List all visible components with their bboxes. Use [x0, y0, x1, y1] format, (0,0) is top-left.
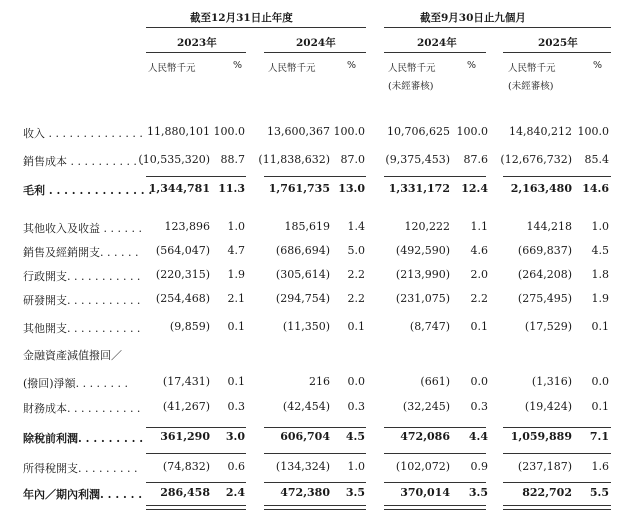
amount-cell: (9,375,453) [385, 153, 450, 166]
percent-cell: 0.0 [347, 375, 365, 388]
percent-cell: 85.4 [584, 153, 609, 166]
amount-cell: (305,614) [275, 268, 330, 281]
amount-cell: (492,590) [395, 244, 450, 257]
percent-cell: 3.0 [225, 430, 245, 443]
amount-cell: (9,859) [169, 320, 210, 333]
amount-cell: (213,990) [395, 268, 450, 281]
percent-cell: 1.6 [591, 460, 609, 473]
amount-cell: (661) [420, 375, 450, 388]
amount-cell: (669,837) [517, 244, 572, 257]
percent-cell: 12.4 [461, 182, 488, 195]
amount-cell: (254,468) [155, 292, 210, 305]
amount-cell: (17,431) [162, 375, 210, 388]
percent-cell: 1.0 [591, 220, 609, 233]
amount-cell: (275,495) [517, 292, 572, 305]
amount-cell: (237,187) [517, 460, 572, 473]
percent-cell: 4.7 [227, 244, 245, 257]
amount-cell: 10,706,625 [387, 125, 450, 138]
percent-cell: 0.1 [591, 320, 609, 333]
percent-cell: 14.6 [582, 182, 609, 195]
unaudited-note-2: (未經審核) [508, 81, 554, 92]
amount-cell: (10,535,320) [138, 153, 210, 166]
percent-cell: 100.0 [577, 125, 609, 138]
amount-cell: (42,454) [282, 400, 330, 413]
percent-cell: 4.4 [468, 430, 488, 443]
percent-cell: 87.6 [463, 153, 488, 166]
percent-cell: 1.0 [347, 460, 365, 473]
percent-unit-3: % [467, 60, 477, 71]
row-label: 除稅前利潤. . . . . . . . . [23, 432, 144, 445]
percent-cell: 87.0 [340, 153, 365, 166]
amount-cell: 1,761,735 [268, 182, 330, 195]
percent-cell: 1.1 [470, 220, 488, 233]
period-header-full-year: 截至12月31日止年度 [190, 12, 293, 24]
amount-cell: (11,350) [282, 320, 330, 333]
period-header-nine-months: 截至9月30日止九個月 [420, 12, 526, 24]
amount-cell: (19,424) [524, 400, 572, 413]
unaudited-note-1: (未經審核) [388, 81, 434, 92]
row-label: 收入 . . . . . . . . . . . . . . [23, 127, 143, 140]
percent-cell: 2.2 [347, 292, 365, 305]
amount-cell: (686,694) [275, 244, 330, 257]
amount-cell: (294,754) [275, 292, 330, 305]
percent-cell: 7.1 [589, 430, 609, 443]
percent-cell: 4.5 [591, 244, 609, 257]
amount-cell: 361,290 [160, 430, 210, 443]
percent-cell: 2.4 [225, 486, 245, 499]
amount-cell: 216 [309, 375, 330, 388]
amount-cell: 1,331,172 [388, 182, 450, 195]
row-label: 金融資產減值撥回／ [23, 349, 122, 362]
row-label: 其他收入及收益 . . . . . . [23, 222, 142, 235]
percent-cell: 0.3 [347, 400, 365, 413]
percent-cell: 100.0 [456, 125, 488, 138]
row-label: 年內／期內利潤. . . . . . [23, 488, 143, 501]
percent-cell: 0.3 [227, 400, 245, 413]
year-header-1: 2023年 [177, 37, 217, 49]
percent-cell: 0.1 [227, 375, 245, 388]
row-label: (撥回)淨額. . . . . . . . [23, 377, 129, 390]
percent-unit-4: % [593, 60, 603, 71]
amount-cell: (564,047) [155, 244, 210, 257]
percent-cell: 4.6 [470, 244, 488, 257]
percent-cell: 2.2 [347, 268, 365, 281]
amount-cell: 185,619 [284, 220, 330, 233]
amount-cell: (102,072) [395, 460, 450, 473]
amount-cell: 2,163,480 [510, 182, 572, 195]
percent-cell: 5.0 [347, 244, 365, 257]
amount-cell: (41,267) [162, 400, 210, 413]
percent-cell: 0.9 [470, 460, 488, 473]
percent-cell: 0.1 [470, 320, 488, 333]
percent-cell: 5.5 [589, 486, 609, 499]
amount-cell: (8,747) [409, 320, 450, 333]
amount-cell: 822,702 [522, 486, 572, 499]
percent-unit-1: % [233, 60, 243, 71]
percent-cell: 4.5 [345, 430, 365, 443]
amount-cell: (32,245) [402, 400, 450, 413]
row-label: 銷售及經銷開支. . . . . . [23, 246, 139, 259]
amount-cell: 370,014 [400, 486, 450, 499]
currency-unit-2: 人民幣千元 [268, 63, 316, 74]
percent-cell: 1.0 [227, 220, 245, 233]
amount-cell: 13,600,367 [267, 125, 330, 138]
year-header-3: 2024年 [417, 37, 457, 49]
currency-unit-3: 人民幣千元 [388, 63, 436, 74]
percent-cell: 3.5 [468, 486, 488, 499]
amount-cell: 286,458 [160, 486, 210, 499]
amount-cell: 144,218 [526, 220, 572, 233]
percent-cell: 1.8 [591, 268, 609, 281]
amount-cell: (74,832) [162, 460, 210, 473]
percent-cell: 1.9 [227, 268, 245, 281]
amount-cell: (220,315) [155, 268, 210, 281]
amount-cell: (1,316) [531, 375, 572, 388]
amount-cell: 1,059,889 [510, 430, 572, 443]
amount-cell: (12,676,732) [500, 153, 572, 166]
amount-cell: 606,704 [280, 430, 330, 443]
row-label: 財務成本. . . . . . . . . . . [23, 402, 141, 415]
percent-cell: 100.0 [333, 125, 365, 138]
currency-unit-1: 人民幣千元 [148, 63, 196, 74]
row-label: 毛利 . . . . . . . . . . . . . . [23, 184, 153, 197]
row-label: 所得稅開支. . . . . . . . . [23, 462, 138, 475]
row-label: 銷售成本 . . . . . . . . . . . [23, 155, 144, 168]
percent-cell: 2.2 [470, 292, 488, 305]
amount-cell: 120,222 [404, 220, 450, 233]
percent-cell: 0.0 [591, 375, 609, 388]
percent-cell: 3.5 [345, 486, 365, 499]
amount-cell: 1,344,781 [148, 182, 210, 195]
amount-cell: 472,380 [280, 486, 330, 499]
percent-cell: 100.0 [213, 125, 245, 138]
row-label: 其他開支. . . . . . . . . . . [23, 322, 141, 335]
amount-cell: 11,880,101 [147, 125, 210, 138]
year-header-4: 2025年 [538, 37, 578, 49]
percent-cell: 13.0 [338, 182, 365, 195]
percent-cell: 0.0 [470, 375, 488, 388]
amount-cell: 472,086 [400, 430, 450, 443]
percent-cell: 0.3 [470, 400, 488, 413]
percent-cell: 2.1 [227, 292, 245, 305]
row-label: 研發開支. . . . . . . . . . . [23, 294, 141, 307]
amount-cell: 123,896 [164, 220, 210, 233]
currency-unit-4: 人民幣千元 [508, 63, 556, 74]
percent-cell: 2.0 [470, 268, 488, 281]
row-label: 行政開支. . . . . . . . . . . [23, 270, 141, 283]
amount-cell: 14,840,212 [509, 125, 572, 138]
percent-unit-2: % [347, 60, 357, 71]
percent-cell: 1.4 [347, 220, 365, 233]
percent-cell: 88.7 [220, 153, 245, 166]
percent-cell: 1.9 [591, 292, 609, 305]
percent-cell: 11.3 [218, 182, 245, 195]
amount-cell: (134,324) [275, 460, 330, 473]
percent-cell: 0.1 [347, 320, 365, 333]
year-header-2: 2024年 [296, 37, 336, 49]
percent-cell: 0.1 [227, 320, 245, 333]
amount-cell: (264,208) [517, 268, 572, 281]
amount-cell: (11,838,632) [258, 153, 330, 166]
amount-cell: (231,075) [395, 292, 450, 305]
amount-cell: (17,529) [524, 320, 572, 333]
percent-cell: 0.6 [227, 460, 245, 473]
percent-cell: 0.1 [591, 400, 609, 413]
